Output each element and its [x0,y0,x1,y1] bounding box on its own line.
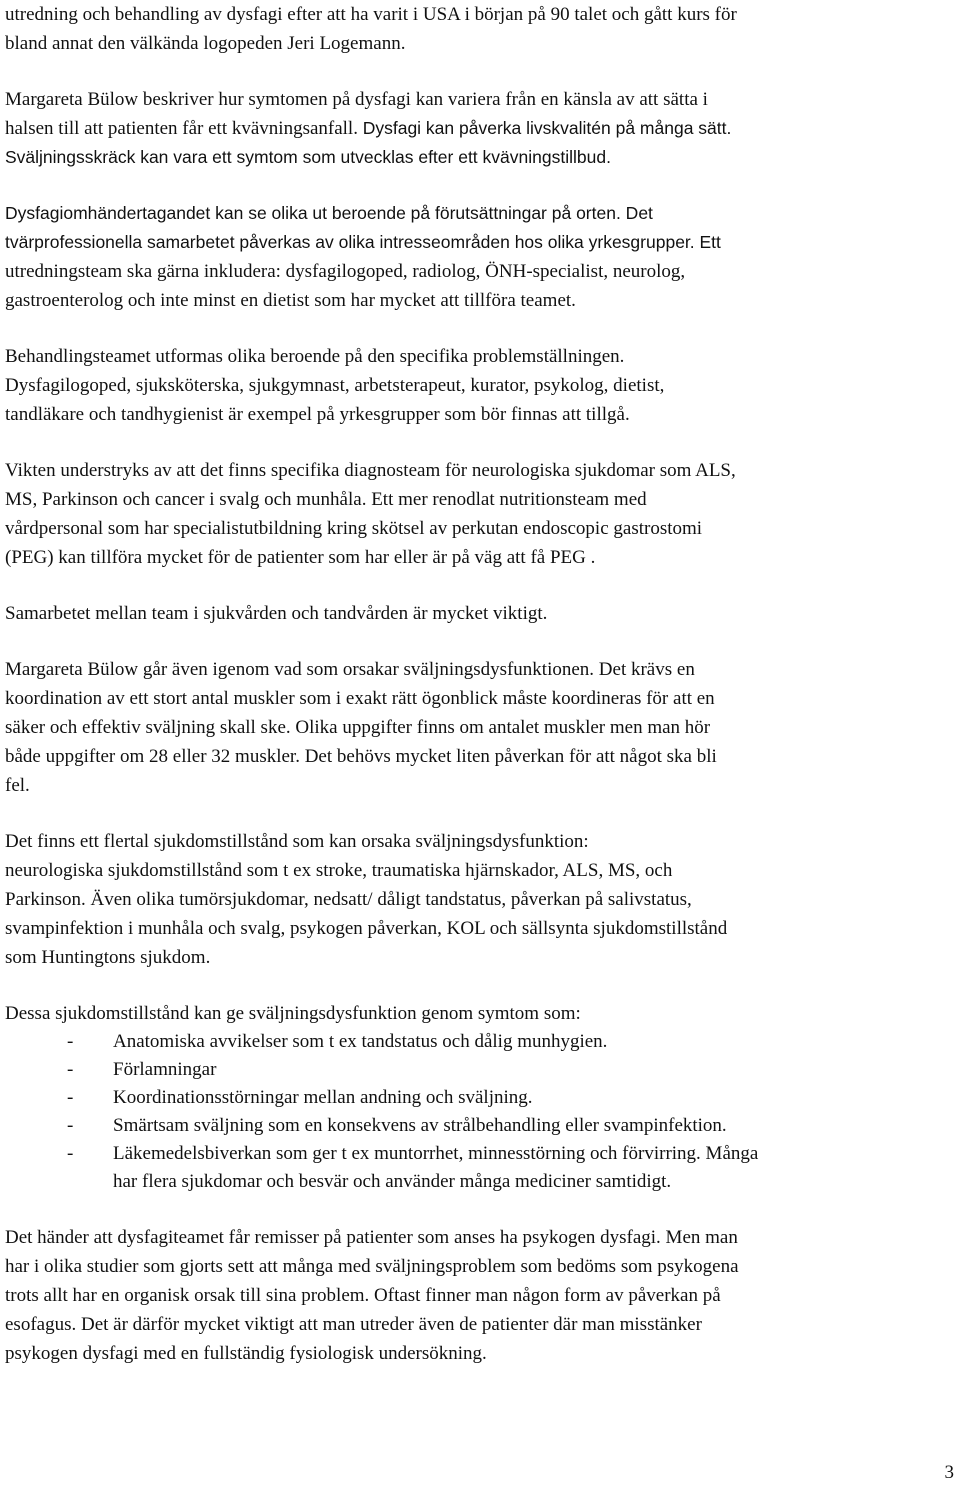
paragraph [5,456,955,572]
text-line: tvärprofessionella samarbetet påverkas av olika intresseområden hos olika yrkesgrupper. Ett [5,232,721,252]
text-line: neurologiska sjukdomstillstånd som t ex stroke, traumatiska hjärnskador, ALS, MS, och [5,860,673,881]
paragraph [5,599,955,628]
paragraph [5,655,955,800]
text-segment: Dysfagi kan påverka livskvalitén på många sätt. [362,118,732,138]
list-item-text: Läkemedelsbiverkan som ger t ex muntorrhet, minnesstörning och förvirring. Många [113,1143,759,1164]
list-item [5,1084,955,1112]
text-line: Vikten understryks av att det finns specifika diagnosteam för neurologiska sjukdomar som ALS, [5,460,736,481]
list-item [5,1140,955,1168]
text-line: gastroenterolog och inte minst en dietist som har mycket att tillföra teamet. [5,290,576,311]
text-line: MS, Parkinson och cancer i svalg och munhåla. Ett mer renodlat nutritionsteam med [5,489,647,510]
text-line: Margareta Bülow beskriver hur symtomen på dysfagi kan variera från en känsla av att sätta i [5,89,708,110]
list-item-continuation: har flera sjukdomar och besvär och använder många mediciner samtidigt. [113,1171,672,1192]
text-line: Det händer att dysfagiteamet får remisser på patienter som anses ha psykogen dysfagi. Men man [5,1227,738,1248]
text-line: tandläkare och tandhygienist är exempel på yrkesgrupper som bör finnas att tillgå. [5,404,630,425]
list-item-text: Koordinationsstörningar mellan andning och sväljning. [113,1087,533,1108]
text-line: Parkinson. Även olika tumörsjukdomar, nedsatt/ dåligt tandstatus, påverkan på salivstatus, [5,889,692,910]
page-number: 3 [944,1462,954,1483]
paragraph-gap [5,800,955,827]
paragraph-gap [5,572,955,599]
document-body [5,0,955,1368]
text-line: trots allt har en organisk orsak till sina problem. Oftast finner man någon form av påverkan på [5,1285,721,1306]
list-item [5,1112,955,1140]
text-line: Sväljningsskräck kan vara ett symtom som utvecklas efter ett kvävningstillbud. [5,147,611,167]
list-intro: Dessa sjukdomstillstånd kan ge sväljningsdysfunktion genom symtom som: [5,1003,581,1024]
text-line [5,114,955,143]
text-line: vårdpersonal som har specialistutbildning kring skötsel av perkutan endoscopic gastrostomi [5,518,703,539]
list-item-text: Förlamningar [113,1059,217,1080]
list-item-text: Smärtsam sväljning som en konsekvens av strålbehandling eller svampinfektion. [113,1115,727,1136]
paragraph-gap [5,628,955,655]
document-page [5,0,955,1368]
paragraph [5,827,955,972]
paragraph-gap [5,429,955,456]
text-line: som Huntingtons sjukdom. [5,947,211,968]
paragraph [5,85,955,172]
text-line: både uppgifter om 28 eller 32 muskler. Det behövs mycket liten påverkan för att något ska bli [5,746,717,767]
text-line: Dysfagiomhändertagandet kan se olika ut beroende på förutsättningar på orten. Det [5,203,653,223]
text-line: Samarbetet mellan team i sjukvården och tandvården är mycket viktigt. [5,603,548,624]
text-segment: halsen till att patienten får ett kvävningsanfall. [5,118,363,139]
paragraph-gap [5,315,955,342]
text-line: säker och effektiv sväljning skall ske. Olika uppgifter finns om antalet muskler men man hör [5,717,711,738]
list-item [5,1056,955,1084]
paragraph-gap [5,1196,955,1223]
text-line: har i olika studier som gjorts sett att många med sväljningsproblem som bedöms som psykogena [5,1256,739,1277]
text-line: Dysfagilogoped, sjuksköterska, sjukgymnast, arbetsterapeut, kurator, psykolog, dietist, [5,375,665,396]
paragraph [5,1223,955,1368]
text-line: Margareta Bülow går även igenom vad som orsakar sväljningsdysfunktionen. Det krävs en [5,659,695,680]
text-line: esofagus. Det är därför mycket viktigt att man utreder även de patienter där man misstänker [5,1314,702,1335]
text-line: utredning och behandling av dysfagi efter att ha varit i USA i början på 90 talet och gått kurs för [5,4,737,25]
text-line: fel. [5,775,30,796]
list-marker: - [67,1059,74,1080]
paragraph-gap [5,58,955,85]
list-marker: - [67,1143,74,1164]
text-line: psykogen dysfagi med en fullständig fysiologisk undersökning. [5,1343,487,1364]
paragraph [5,0,955,58]
list-item [5,1028,955,1056]
list-marker: - [67,1087,74,1108]
list-marker: - [67,1031,74,1052]
paragraph [5,199,955,315]
text-line: bland annat den välkända logopeden Jeri Logemann. [5,33,406,54]
text-line: utredningsteam ska gärna inkludera: dysfagilogoped, radiolog, ÖNH-specialist, neurolog, [5,261,686,282]
text-line: Behandlingsteamet utformas olika beroende på den specifika problemställningen. [5,346,625,367]
text-line: (PEG) kan tillföra mycket för de patienter som har eller är på väg att få PEG . [5,547,596,568]
text-line: koordination av ett stort antal muskler som i exakt rätt ögonblick måste koordineras för att en [5,688,715,709]
list-marker: - [67,1115,74,1136]
list-item-text: Anatomiska avvikelser som t ex tandstatus och dålig munhygien. [113,1031,608,1052]
paragraph [5,342,955,429]
text-line: Det finns ett flertal sjukdomstillstånd som kan orsaka sväljningsdysfunktion: [5,831,589,852]
text-line: svampinfektion i munhåla och svalg, psykogen påverkan, KOL och sällsynta sjukdomstillstånd [5,918,728,939]
symptom-list [5,1028,955,1196]
paragraph-gap [5,172,955,199]
paragraph-gap [5,972,955,999]
